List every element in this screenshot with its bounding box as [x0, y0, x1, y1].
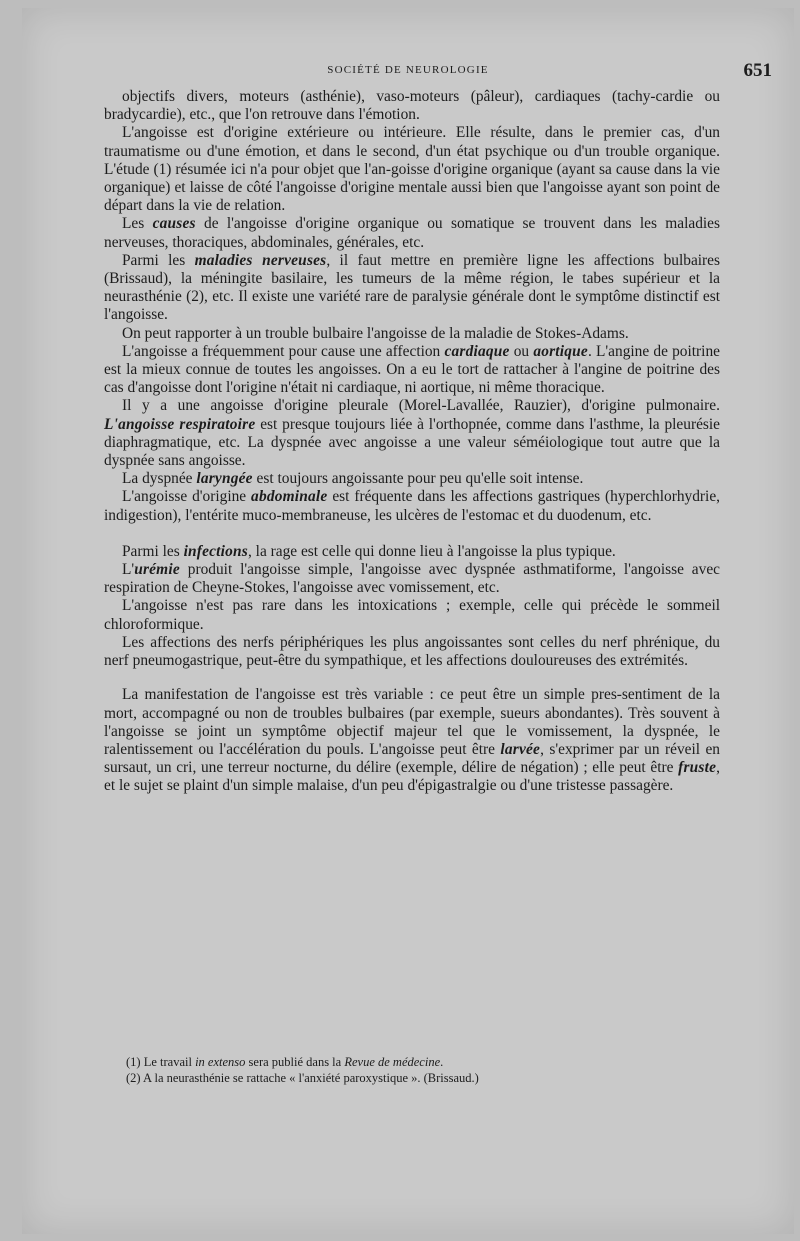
text-run: produit l'angoisse simple, l'angoisse avec dyspnée asthmatiforme, l'angoisse avec respiration de Cheyne-Stokes, l'angoisse avec vomissement, etc.: [104, 561, 720, 597]
document-page: [22, 8, 794, 1234]
text-run: Parmi les: [122, 542, 184, 560]
paragraph-p8: [104, 470, 720, 488]
text-run: (2) A la neurasthénie se rattache « l'anxiété paroxystique ». (Brissaud.): [126, 1071, 479, 1085]
text-run: L'angoisse n'est pas rare dans les intoxications ; exemple, celle qui précède le sommeil chloroformique.: [104, 597, 720, 633]
paragraph-p11: [104, 561, 720, 597]
text-run: . L'angine de poitrine est la mieux connue de toutes les angoisses. On a eu le tort de rattacher à l'angine de poitrine des cas d'angoisse dont l'origine n'était ni cardiaque, ni aortique, ni même thoracique.: [104, 342, 720, 397]
paragraph-p7: [104, 397, 720, 470]
text-run: est fréquente dans les affections gastriques (hyperchlorhydrie, indigestion), l'entérite muco-membraneuse, les ulcères de l'estomac et du duodenum, etc.: [104, 488, 721, 524]
italic-text: maladies nerveuses: [194, 251, 327, 269]
paragraph-p12: [104, 597, 720, 633]
text-run: est presque toujours liée à l'orthopnée, comme dans l'asthme, la pleurésie diaphragmatique, etc. La dyspnée avec angoisse a une valeur séméiologique tout autre que la dyspnée sans angoisse.: [104, 415, 721, 470]
italic-text: in extenso: [195, 1055, 246, 1069]
text-run: L': [122, 561, 135, 579]
text-run: .: [440, 1055, 444, 1069]
text-run: (1) Le travail: [126, 1055, 196, 1069]
text-run: ou: [509, 342, 534, 360]
footnote-fn1: [126, 1054, 686, 1070]
italic-text: urémie: [134, 561, 180, 579]
text-run: La dyspnée: [122, 470, 197, 488]
italic-text: L'angoisse respiratoire: [104, 415, 256, 433]
text-run: sera publié dans la: [245, 1055, 345, 1069]
text-run: , et le sujet se plaint d'un simple malaise, d'un peu d'épigastralgie ou d'une tristesse passagère.: [104, 759, 720, 795]
italic-text: abdominale: [251, 488, 328, 506]
text-run: L'angoisse d'origine: [122, 488, 252, 506]
text-run: Les: [122, 215, 153, 233]
italic-text: fruste: [678, 759, 717, 777]
italic-text: laryngée: [196, 470, 253, 488]
paragraph-p9: [104, 488, 720, 524]
page-number: 651: [743, 60, 772, 81]
text-run: La manifestation de l'angoisse est très variable : ce peut être un simple pres-sentiment de la mort, accompagné ou non de troubles bulbaires (par exemple, sueurs abondantes). Très souvent à l'angoisse se joint un symptôme objectif majeur tel que le vomissement, la dyspnée, le ralentissement ou l'accélération du pouls. L'angoisse peut être: [104, 686, 720, 758]
paragraph-p13: [104, 634, 720, 670]
running-title: SOCIÉTÉ DE NEUROLOGIE: [327, 64, 489, 76]
paragraph-p5: [104, 325, 720, 343]
text-run: objectifs divers, moteurs (asthénie), vaso-moteurs (pâleur), cardiaques (tachy-cardie ou bradycardie), etc., que l'on retrouve dans l'émotion.: [104, 88, 720, 124]
text-run: , la rage est celle qui donne lieu à l'angoisse la plus typique.: [247, 542, 616, 560]
text-run: est toujours angoissante pour peu qu'elle soit intense.: [252, 470, 584, 488]
text-run: , il faut mettre en première ligne les affections bulbaires (Brissaud), la méningite basilaire, les tumeurs de la même région, le tabes supérieur et la neurasthénie (2), etc. Il existe une variété rare de paralysie générale dont le symptôme distinctif est l'angoisse.: [104, 251, 720, 324]
italic-text: infections: [183, 542, 248, 560]
italic-text: causes: [152, 215, 196, 233]
text-run: Parmi les: [122, 251, 195, 269]
paragraph-p10: [104, 543, 720, 561]
paragraph-p1: [104, 88, 720, 124]
body-text: [104, 88, 720, 796]
footnote-fn2: [126, 1070, 686, 1086]
italic-text: Revue de médecine: [344, 1055, 441, 1069]
italic-text: larvée: [500, 740, 541, 758]
paragraph-p6: [104, 343, 720, 398]
text-run: de l'angoisse d'origine organique ou somatique se trouvent dans les maladies nerveuses, thoraciques, abdominales, générales, etc.: [104, 215, 720, 251]
text-run: , s'exprimer par un réveil en sursaut, un cri, une terreur nocturne, du délire (exemple, délire de négation) ; elle peut être: [104, 740, 720, 777]
footnotes: [126, 1054, 686, 1086]
page-header: [22, 60, 794, 84]
paragraph-p14: [104, 686, 720, 795]
text-run: L'angoisse est d'origine extérieure ou intérieure. Elle résulte, dans le premier cas, d'un traumatisme ou d'une émotion, et dans le second, d'un état psychique ou d'un trouble organique. L'étude (1) résumée ici n'a pour objet que l'an-goisse d'origine organique (ayant sa cause dans la vie organique) et laisse de côté l'angoisse d'origine mentale aussi bien que l'angoisse ayant son point de départ dans la vie de relation.: [104, 124, 720, 215]
text-run: Les affections des nerfs périphériques les plus angoissantes sont celles du nerf phrénique, du nerf pneumogastrique, peut-être du sympathique, et les affections douloureuses des extrémités.: [104, 633, 720, 670]
italic-text: aortique: [533, 342, 588, 360]
text-run: On peut rapporter à un trouble bulbaire l'angoisse de la maladie de Stokes-Adams.: [122, 324, 629, 342]
paragraph-p2: [104, 124, 720, 215]
text-run: L'angoisse a fréquemment pour cause une affection: [122, 342, 445, 360]
paragraph-p4: [104, 252, 720, 325]
paragraph-p3: [104, 215, 720, 251]
italic-text: cardiaque: [444, 342, 510, 360]
text-run: Il y a une angoisse d'origine pleurale (Morel-Lavallée, Rauzier), d'origine pulmonaire.: [122, 397, 720, 415]
